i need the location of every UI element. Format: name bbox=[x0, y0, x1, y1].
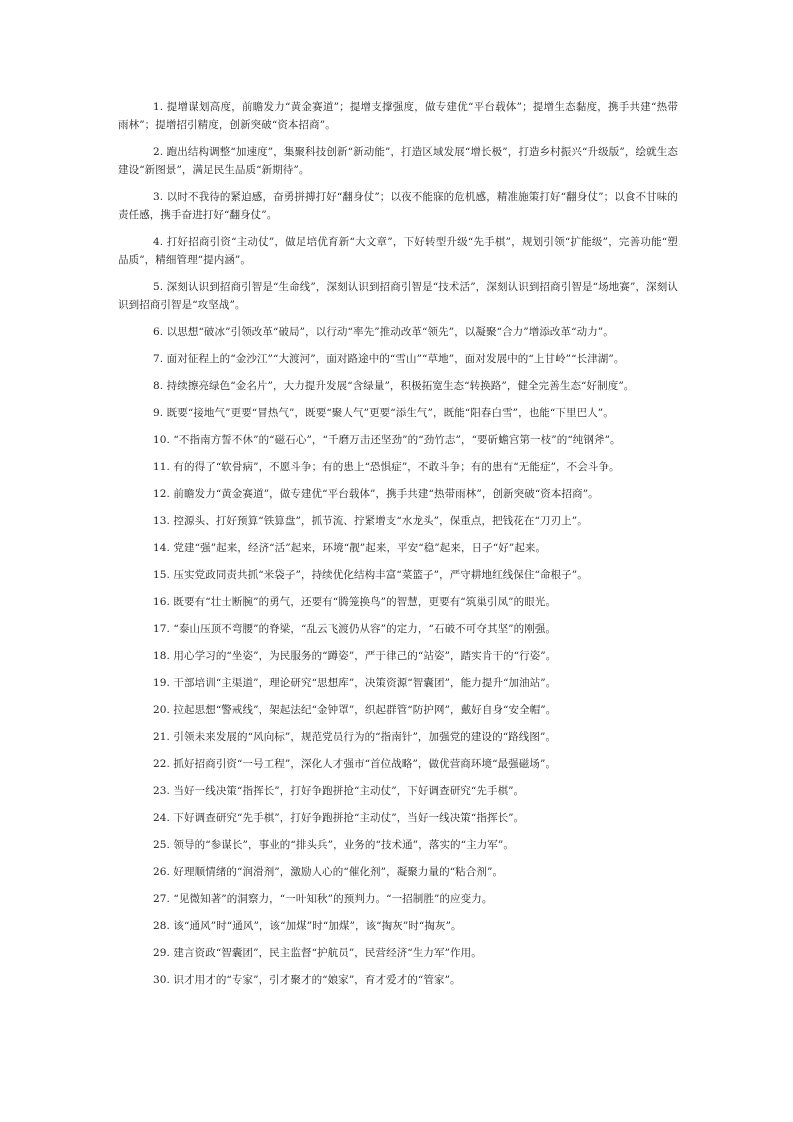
list-item: 24. 下好调查研究“先手棋”，打好争跑拼抢“主动仗”，当好一线决策“指挥长”。 bbox=[153, 812, 525, 824]
list-item: 13. 控源头、打好预算“铁算盘”，抓节流、拧紧增支“水龙头”，保重点，把钱花在“刀刃上”。 bbox=[153, 515, 588, 527]
list-item: 29. 建言资政“智囊团”，民主监督“护航员”，民营经济“生力军”作用。 bbox=[153, 947, 482, 959]
list-item: 28. 该“通风”时“通风”，该“加煤”时“加煤”，该“掏灰”时“掏灰”。 bbox=[153, 920, 462, 932]
list-item: 23. 当好一线决策“指挥长”，打好争跑拼抢“主动仗”，下好调查研究“先手棋”。 bbox=[153, 785, 525, 797]
list-item: 26. 好理顺情绪的“润滑剂”，激励人心的“催化剂”，凝聚力量的“粘合剂”。 bbox=[153, 866, 504, 878]
list-item: 6. 以思想“破冰”引领改革“破局”，以行动“率先”推动改革“领先”，以凝聚“合力”增添改革“动力”。 bbox=[153, 326, 614, 338]
list-item: 19. 干部培训“主渠道”，理论研究“思想库”，决策资源“智囊团”，能力提升“加油站”。 bbox=[153, 677, 557, 689]
list-item: 5. 深刻认识到招商引智是“生命线”，深刻认识到招商引智是“技术活”，深刻认识到招商引智是“场地赛”，深刻认识到招商引智是“攻坚战”。 bbox=[118, 281, 678, 311]
list-item: 9. 既要“接地气”更要“冒热气”，既要“聚人气”更要“添生气”，既能“阳春白雪”，也能“下里巴人”。 bbox=[153, 407, 614, 419]
list-item: 8. 持续擦亮绿色“金名片”，大力提升发展“含绿量”，积极拓宽生态“转换路”，健全完善生态“好制度”。 bbox=[153, 380, 635, 392]
list-item: 10. “不指南方誓不休”的“磁石心”，“千磨万击还坚劲”的“劲竹志”，“要斫蟾宫第一枝”的“纯钢斧”。 bbox=[153, 434, 621, 446]
list-item: 16. 既要有“壮士断腕”的勇气，还要有“腾笼换鸟”的智慧，更要有“筑巢引凤”的眼光。 bbox=[153, 596, 557, 608]
list-item: 2. 跑出结构调整“加速度”，集聚科技创新“新动能”，打造区域发展“增长极”，打造乡村振兴“升级版”，绘就生态建设“新图景”，满足民生品质“新期待”。 bbox=[118, 146, 678, 176]
list-item: 18. 用心学习的“坐姿”，为民服务的“蹲姿”，严于律己的“站姿”，踏实肯干的“行姿”。 bbox=[153, 650, 557, 662]
list-item: 11. 有的得了“软骨病”，不愿斗争；有的患上“恐惧症”，不敢斗争；有的患有“无能症”，不会斗争。 bbox=[153, 461, 620, 473]
list-item: 20. 拉起思想“警戒线”，架起法纪“金钟罩”，织起群管“防护网”，戴好自身“安全帽”。 bbox=[153, 704, 557, 716]
list-item: 25. 领导的“参谋长”，事业的“排头兵”，业务的“技术通”，落实的“主力军”。 bbox=[153, 839, 514, 851]
list-item: 17. “泰山压顶不弯腰”的脊梁，“乱云飞渡仍从容”的定力，“石破不可夺其坚”的刚强。 bbox=[153, 623, 557, 635]
list-item: 22. 抓好招商引资“一号工程”，深化人才强市“首位战略”，做优营商环境“最强磁场”。 bbox=[153, 758, 557, 770]
list-item: 12. 前瞻发力“黄金赛道”，做专建优“平台载体”，携手共建“热带雨林”，创新突破“资本招商”。 bbox=[153, 488, 599, 500]
list-item: 15. 压实党政同责共抓“米袋子”，持续优化结构丰富“菜篮子”，严守耕地红线保住“命根子”。 bbox=[153, 569, 588, 581]
list-item: 4. 打好招商引资“主动仗”，做足培优育新“大文章”，下好转型升级“先手棋”，规划引领“扩能级”，完善功能“塑品质”，精细管理“提内涵”。 bbox=[118, 236, 678, 266]
list-item: 27. “见微知著”的洞察力，“一叶知秋”的预判力。“一招制胜”的应变力。 bbox=[153, 893, 493, 905]
list-item: 3. 以时不我待的紧迫感，奋勇拼搏打好“翻身仗”；以夜不能寐的危机感，精准施策打好“翻身仗”；以食不甘味的责任感，携手奋进打好“翻身仗”。 bbox=[118, 191, 678, 221]
list-item: 1. 提增谋划高度，前瞻发力“黄金赛道”；提增支撑强度，做专建优“平台载体”；提增生态黏度，携手共建“热带雨林”；提增招引精度，创新突破“资本招商”。 bbox=[118, 101, 678, 131]
list-item: 7. 面对征程上的“金沙江”“大渡河”，面对路途中的“雪山”“草地”，面对发展中的“上甘岭”“长津湖”。 bbox=[153, 353, 625, 365]
list-item: 14. 党建“强”起来，经济“活”起来，环境“靓”起来，平安“稳”起来，日子“好”起来。 bbox=[153, 542, 547, 554]
list-item: 30. 识才用才的“专家”，引才聚才的“娘家”，育才爱才的“管家”。 bbox=[153, 974, 461, 986]
list-item: 21. 引领未来发展的“风向标”，规范党员行为的“指南针”，加强党的建设的“路线图”。 bbox=[153, 731, 557, 743]
document-body bbox=[118, 98, 678, 998]
